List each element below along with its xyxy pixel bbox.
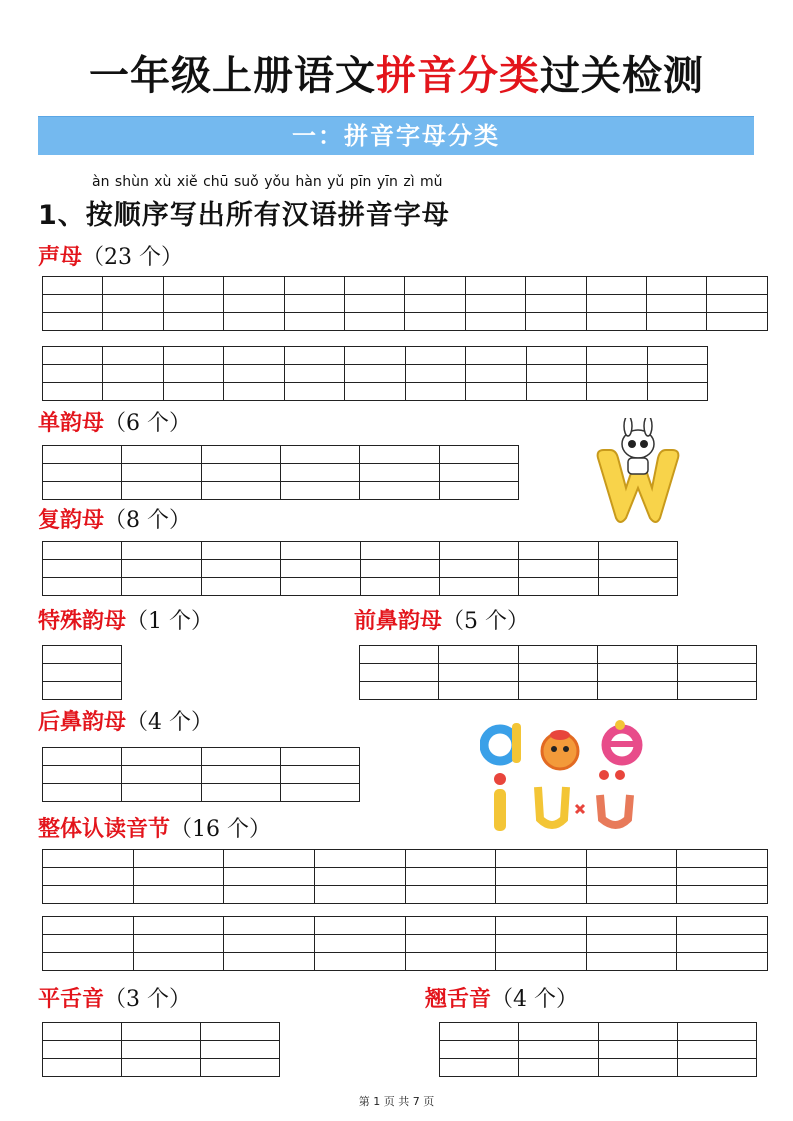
- writing-cell[interactable]: [43, 886, 134, 904]
- writing-cell[interactable]: [201, 1059, 280, 1077]
- writing-cell[interactable]: [526, 383, 586, 401]
- writing-cell[interactable]: [122, 482, 201, 500]
- writing-cell[interactable]: [439, 482, 518, 500]
- writing-cell[interactable]: [360, 682, 439, 700]
- section-heading-bar: [38, 116, 754, 155]
- writing-cell[interactable]: [122, 748, 201, 766]
- writing-cell[interactable]: [43, 313, 103, 331]
- writing-cell[interactable]: [587, 383, 647, 401]
- answer-grid-danyunmu[interactable]: [42, 445, 519, 500]
- writing-cell[interactable]: [647, 277, 707, 295]
- writing-cell[interactable]: [598, 560, 677, 578]
- writing-cell[interactable]: [43, 682, 122, 700]
- writing-cell[interactable]: [360, 664, 439, 682]
- writing-cell[interactable]: [201, 542, 280, 560]
- writing-cell[interactable]: [43, 277, 103, 295]
- writing-cell[interactable]: [43, 542, 122, 560]
- writing-cell[interactable]: [677, 886, 768, 904]
- writing-cell[interactable]: [360, 542, 439, 560]
- writing-cell[interactable]: [280, 784, 359, 802]
- writing-cell[interactable]: [439, 464, 518, 482]
- category-name: 声母: [38, 245, 83, 270]
- writing-cell[interactable]: [647, 383, 707, 401]
- writing-cell[interactable]: [439, 446, 518, 464]
- writing-cell[interactable]: [163, 383, 223, 401]
- writing-cell[interactable]: [598, 682, 677, 700]
- writing-cell[interactable]: [43, 766, 122, 784]
- writing-cell[interactable]: [224, 935, 315, 953]
- writing-cell[interactable]: [518, 646, 597, 664]
- grid-line-row: [43, 277, 768, 295]
- grid-line-row: [43, 886, 768, 904]
- label-teshu: [38, 607, 213, 637]
- writing-cell[interactable]: [43, 383, 103, 401]
- writing-cell[interactable]: [201, 464, 280, 482]
- writing-cell[interactable]: [281, 542, 360, 560]
- grid-line-row: [43, 766, 360, 784]
- label-houbi: [38, 708, 213, 738]
- answer-grid-shengmu-row1[interactable]: [42, 276, 768, 331]
- writing-cell[interactable]: [586, 850, 677, 868]
- writing-cell[interactable]: [518, 682, 597, 700]
- writing-cell[interactable]: [526, 277, 586, 295]
- category-name: 单韵母: [38, 411, 105, 436]
- category-count: （1 个）: [126, 609, 214, 634]
- writing-cell[interactable]: [280, 766, 359, 784]
- writing-cell[interactable]: [586, 886, 677, 904]
- label-pingshe: [38, 985, 191, 1015]
- writing-cell[interactable]: [647, 313, 707, 331]
- grid-line-row: [43, 917, 768, 935]
- writing-cell[interactable]: [598, 1041, 677, 1059]
- writing-cell[interactable]: [281, 560, 360, 578]
- category-count: （8 个）: [104, 508, 192, 533]
- writing-cell[interactable]: [360, 446, 439, 464]
- grid-line-row: [360, 682, 757, 700]
- category-name: 翘舌音: [425, 987, 492, 1012]
- writing-cell[interactable]: [439, 542, 518, 560]
- writing-cell[interactable]: [314, 850, 405, 868]
- writing-cell[interactable]: [43, 850, 134, 868]
- category-count: （23 个）: [82, 245, 184, 270]
- writing-cell[interactable]: [405, 313, 465, 331]
- grid-line-row: [43, 868, 768, 886]
- writing-cell[interactable]: [598, 1023, 677, 1041]
- writing-cell[interactable]: [103, 365, 163, 383]
- writing-cell[interactable]: [43, 646, 122, 664]
- writing-cell[interactable]: [122, 766, 201, 784]
- category-name: 前鼻韵母: [354, 609, 443, 634]
- writing-cell[interactable]: [677, 646, 756, 664]
- label-shengmu: [38, 243, 183, 273]
- writing-cell[interactable]: [519, 542, 598, 560]
- writing-cell[interactable]: [280, 446, 359, 464]
- writing-cell[interactable]: [284, 313, 344, 331]
- writing-cell[interactable]: [224, 313, 284, 331]
- writing-cell[interactable]: [345, 295, 405, 313]
- writing-cell[interactable]: [440, 1023, 519, 1041]
- answer-grid-qianbi[interactable]: [359, 645, 757, 700]
- writing-cell[interactable]: [405, 365, 465, 383]
- cartoon-vowels-illustration: [480, 715, 660, 835]
- writing-cell[interactable]: [440, 1059, 519, 1077]
- writing-cell[interactable]: [284, 277, 344, 295]
- grid-line-row: [43, 446, 519, 464]
- writing-cell[interactable]: [201, 1041, 280, 1059]
- category-name: 整体认读音节: [38, 817, 171, 842]
- category-name: 平舌音: [38, 987, 105, 1012]
- grid-line-row: [43, 748, 360, 766]
- grid-line-row: [43, 646, 122, 664]
- label-qianbi: [354, 607, 529, 637]
- writing-cell[interactable]: [163, 313, 223, 331]
- writing-cell[interactable]: [314, 886, 405, 904]
- writing-cell[interactable]: [598, 646, 677, 664]
- answer-grid-zhengti-row1[interactable]: [42, 849, 768, 904]
- writing-cell[interactable]: [122, 1023, 201, 1041]
- writing-cell[interactable]: [405, 295, 465, 313]
- writing-cell[interactable]: [587, 347, 647, 365]
- title-part-3: 过关检测: [540, 53, 704, 99]
- page-title: [0, 48, 793, 104]
- writing-cell[interactable]: [677, 1041, 756, 1059]
- question-text: 1、按顺序写出所有汉语拼音字母: [38, 200, 450, 231]
- grid-line-row: [360, 664, 757, 682]
- writing-cell[interactable]: [519, 1059, 598, 1077]
- writing-cell[interactable]: [43, 935, 134, 953]
- grid-line-row: [43, 682, 122, 700]
- writing-cell[interactable]: [496, 935, 587, 953]
- writing-cell[interactable]: [707, 295, 768, 313]
- writing-cell[interactable]: [314, 953, 405, 971]
- writing-cell[interactable]: [586, 868, 677, 886]
- writing-cell[interactable]: [439, 664, 518, 682]
- grid-line-row: [43, 295, 768, 313]
- writing-cell[interactable]: [345, 313, 405, 331]
- writing-cell[interactable]: [598, 1059, 677, 1077]
- writing-cell[interactable]: [405, 383, 465, 401]
- writing-cell[interactable]: [405, 953, 496, 971]
- label-fuyunmu: [38, 506, 191, 536]
- writing-cell[interactable]: [43, 578, 122, 596]
- grid-line-row: [43, 1023, 280, 1041]
- label-qiaoshe: [425, 985, 578, 1015]
- writing-cell[interactable]: [360, 560, 439, 578]
- answer-grid-zhengti-row2[interactable]: [42, 916, 768, 971]
- writing-cell[interactable]: [122, 784, 201, 802]
- writing-cell[interactable]: [133, 935, 224, 953]
- writing-cell[interactable]: [224, 277, 284, 295]
- writing-cell[interactable]: [707, 277, 768, 295]
- writing-cell[interactable]: [647, 365, 707, 383]
- writing-cell[interactable]: [405, 935, 496, 953]
- writing-cell[interactable]: [405, 917, 496, 935]
- writing-cell[interactable]: [224, 953, 315, 971]
- writing-cell[interactable]: [677, 682, 756, 700]
- writing-cell[interactable]: [163, 277, 223, 295]
- writing-cell[interactable]: [677, 868, 768, 886]
- answer-grid-qiaoshe[interactable]: [439, 1022, 757, 1077]
- writing-cell[interactable]: [465, 295, 525, 313]
- writing-cell[interactable]: [43, 748, 122, 766]
- answer-grid-pingshe[interactable]: [42, 1022, 280, 1077]
- writing-cell[interactable]: [43, 868, 134, 886]
- writing-cell[interactable]: [439, 560, 518, 578]
- grid-line-row: [440, 1041, 757, 1059]
- writing-cell[interactable]: [586, 277, 646, 295]
- grid-line-row: [43, 365, 708, 383]
- writing-cell[interactable]: [314, 935, 405, 953]
- writing-cell[interactable]: [163, 295, 223, 313]
- writing-cell[interactable]: [284, 347, 344, 365]
- writing-cell[interactable]: [201, 766, 280, 784]
- writing-cell[interactable]: [103, 383, 163, 401]
- writing-cell[interactable]: [677, 850, 768, 868]
- writing-cell[interactable]: [496, 850, 587, 868]
- writing-cell[interactable]: [598, 578, 677, 596]
- writing-cell[interactable]: [314, 917, 405, 935]
- writing-cell[interactable]: [280, 464, 359, 482]
- category-count: （5 个）: [442, 609, 530, 634]
- grid-line-row: [43, 1041, 280, 1059]
- writing-cell[interactable]: [465, 277, 525, 295]
- writing-cell[interactable]: [201, 482, 280, 500]
- writing-cell[interactable]: [163, 365, 223, 383]
- writing-cell[interactable]: [405, 347, 465, 365]
- writing-cell[interactable]: [519, 578, 598, 596]
- page-footer: 第 1 页 共 7 页: [358, 1095, 435, 1108]
- writing-cell[interactable]: [103, 313, 163, 331]
- writing-cell[interactable]: [677, 664, 756, 682]
- writing-cell[interactable]: [280, 482, 359, 500]
- label-zhengti: [38, 815, 271, 845]
- writing-cell[interactable]: [43, 560, 122, 578]
- writing-cell[interactable]: [526, 365, 586, 383]
- writing-cell[interactable]: [677, 1023, 756, 1041]
- writing-cell[interactable]: [43, 784, 122, 802]
- writing-cell[interactable]: [526, 347, 586, 365]
- writing-cell[interactable]: [103, 295, 163, 313]
- category-count: （3 个）: [104, 987, 192, 1012]
- grid-line-row: [43, 482, 519, 500]
- writing-cell[interactable]: [496, 886, 587, 904]
- writing-cell[interactable]: [586, 935, 677, 953]
- grid-line-row: [43, 953, 768, 971]
- writing-cell[interactable]: [519, 1023, 598, 1041]
- question-pinyin: àn shùn xù xiě chū suǒ yǒu hàn yǔ pīn yīn zì mǔ: [92, 174, 443, 190]
- writing-cell[interactable]: [224, 850, 315, 868]
- writing-cell[interactable]: [440, 1041, 519, 1059]
- writing-cell[interactable]: [43, 464, 122, 482]
- category-name: 特殊韵母: [38, 609, 127, 634]
- writing-cell[interactable]: [677, 1059, 756, 1077]
- grid-line-row: [440, 1059, 757, 1077]
- writing-cell[interactable]: [345, 365, 405, 383]
- writing-cell[interactable]: [122, 464, 201, 482]
- writing-cell[interactable]: [405, 850, 496, 868]
- writing-cell[interactable]: [133, 850, 224, 868]
- writing-cell[interactable]: [518, 664, 597, 682]
- writing-cell[interactable]: [201, 1023, 280, 1041]
- writing-cell[interactable]: [201, 560, 280, 578]
- writing-cell[interactable]: [224, 347, 284, 365]
- writing-cell[interactable]: [707, 313, 768, 331]
- writing-cell[interactable]: [526, 295, 586, 313]
- grid-line-row: [43, 383, 708, 401]
- writing-cell[interactable]: [360, 482, 439, 500]
- writing-cell[interactable]: [201, 446, 280, 464]
- writing-cell[interactable]: [133, 886, 224, 904]
- writing-cell[interactable]: [201, 784, 280, 802]
- grid-line-row: [43, 560, 678, 578]
- writing-cell[interactable]: [586, 917, 677, 935]
- writing-cell[interactable]: [201, 578, 280, 596]
- writing-cell[interactable]: [526, 313, 586, 331]
- writing-cell[interactable]: [345, 347, 405, 365]
- writing-cell[interactable]: [284, 383, 344, 401]
- answer-grid-fuyunmu[interactable]: [42, 541, 678, 596]
- writing-cell[interactable]: [103, 277, 163, 295]
- writing-cell[interactable]: [133, 953, 224, 971]
- writing-cell[interactable]: [466, 347, 526, 365]
- writing-cell[interactable]: [519, 560, 598, 578]
- writing-cell[interactable]: [598, 664, 677, 682]
- writing-cell[interactable]: [677, 917, 768, 935]
- category-count: （4 个）: [491, 987, 579, 1012]
- writing-cell[interactable]: [466, 365, 526, 383]
- writing-cell[interactable]: [43, 295, 103, 313]
- writing-cell[interactable]: [284, 365, 344, 383]
- writing-cell[interactable]: [133, 868, 224, 886]
- writing-cell[interactable]: [201, 748, 280, 766]
- writing-cell[interactable]: [345, 383, 405, 401]
- writing-cell[interactable]: [647, 295, 707, 313]
- writing-cell[interactable]: [586, 313, 646, 331]
- section-heading: 一：拼音字母分类: [292, 122, 500, 150]
- writing-cell[interactable]: [224, 365, 284, 383]
- writing-cell[interactable]: [43, 1023, 122, 1041]
- writing-cell[interactable]: [677, 953, 768, 971]
- writing-cell[interactable]: [133, 917, 224, 935]
- writing-cell[interactable]: [647, 347, 707, 365]
- label-danyunmu: [38, 409, 191, 439]
- grid-line-row: [43, 347, 708, 365]
- writing-cell[interactable]: [43, 365, 103, 383]
- category-name: 复韵母: [38, 508, 105, 533]
- writing-cell[interactable]: [43, 1059, 122, 1077]
- writing-cell[interactable]: [224, 886, 315, 904]
- category-count: （4 个）: [126, 710, 214, 735]
- writing-cell[interactable]: [281, 578, 360, 596]
- writing-cell[interactable]: [519, 1041, 598, 1059]
- writing-cell[interactable]: [122, 446, 201, 464]
- writing-cell[interactable]: [122, 1059, 201, 1077]
- writing-cell[interactable]: [465, 313, 525, 331]
- writing-cell[interactable]: [224, 383, 284, 401]
- writing-cell[interactable]: [405, 277, 465, 295]
- writing-cell[interactable]: [360, 578, 439, 596]
- grid-line-row: [43, 464, 519, 482]
- writing-cell[interactable]: [43, 347, 103, 365]
- writing-cell[interactable]: [43, 1041, 122, 1059]
- writing-cell[interactable]: [122, 560, 201, 578]
- writing-cell[interactable]: [439, 682, 518, 700]
- writing-cell[interactable]: [163, 347, 223, 365]
- grid-line-row: [43, 313, 768, 331]
- writing-cell[interactable]: [43, 482, 122, 500]
- grid-line-row: [43, 578, 678, 596]
- writing-cell[interactable]: [586, 953, 677, 971]
- writing-cell[interactable]: [496, 917, 587, 935]
- writing-cell[interactable]: [587, 365, 647, 383]
- writing-cell[interactable]: [224, 868, 315, 886]
- writing-cell[interactable]: [43, 953, 134, 971]
- answer-grid-shengmu-row2[interactable]: [42, 346, 708, 401]
- writing-cell[interactable]: [360, 464, 439, 482]
- writing-cell[interactable]: [345, 277, 405, 295]
- writing-cell[interactable]: [314, 868, 405, 886]
- writing-cell[interactable]: [466, 383, 526, 401]
- grid-line-row: [360, 646, 757, 664]
- category-count: （6 个）: [104, 411, 192, 436]
- writing-cell[interactable]: [284, 295, 344, 313]
- grid-line-row: [43, 542, 678, 560]
- writing-cell[interactable]: [43, 446, 122, 464]
- writing-cell[interactable]: [405, 868, 496, 886]
- grid-line-row: [43, 1059, 280, 1077]
- grid-line-row: [440, 1023, 757, 1041]
- writing-cell[interactable]: [122, 542, 201, 560]
- letter-w-bunny-illustration: [588, 418, 688, 530]
- writing-cell[interactable]: [43, 664, 122, 682]
- writing-cell[interactable]: [439, 578, 518, 596]
- category-name: 后鼻韵母: [38, 710, 127, 735]
- writing-cell[interactable]: [439, 646, 518, 664]
- writing-cell[interactable]: [360, 646, 439, 664]
- answer-grid-houbi[interactable]: [42, 747, 360, 802]
- grid-line-row: [43, 784, 360, 802]
- writing-cell[interactable]: [677, 935, 768, 953]
- writing-cell[interactable]: [496, 868, 587, 886]
- title-part-2: 拼音分类: [376, 53, 540, 99]
- writing-cell[interactable]: [598, 542, 677, 560]
- writing-cell[interactable]: [122, 578, 201, 596]
- writing-cell[interactable]: [224, 295, 284, 313]
- answer-grid-teshu[interactable]: [42, 645, 122, 700]
- writing-cell[interactable]: [280, 748, 359, 766]
- writing-cell[interactable]: [496, 953, 587, 971]
- category-count: （16 个）: [170, 817, 272, 842]
- title-part-1: 一年级上册语文: [89, 53, 376, 99]
- writing-cell[interactable]: [43, 917, 134, 935]
- grid-line-row: [43, 935, 768, 953]
- grid-line-row: [43, 850, 768, 868]
- writing-cell[interactable]: [122, 1041, 201, 1059]
- grid-line-row: [43, 664, 122, 682]
- writing-cell[interactable]: [586, 295, 646, 313]
- writing-cell[interactable]: [103, 347, 163, 365]
- writing-cell[interactable]: [224, 917, 315, 935]
- writing-cell[interactable]: [405, 886, 496, 904]
